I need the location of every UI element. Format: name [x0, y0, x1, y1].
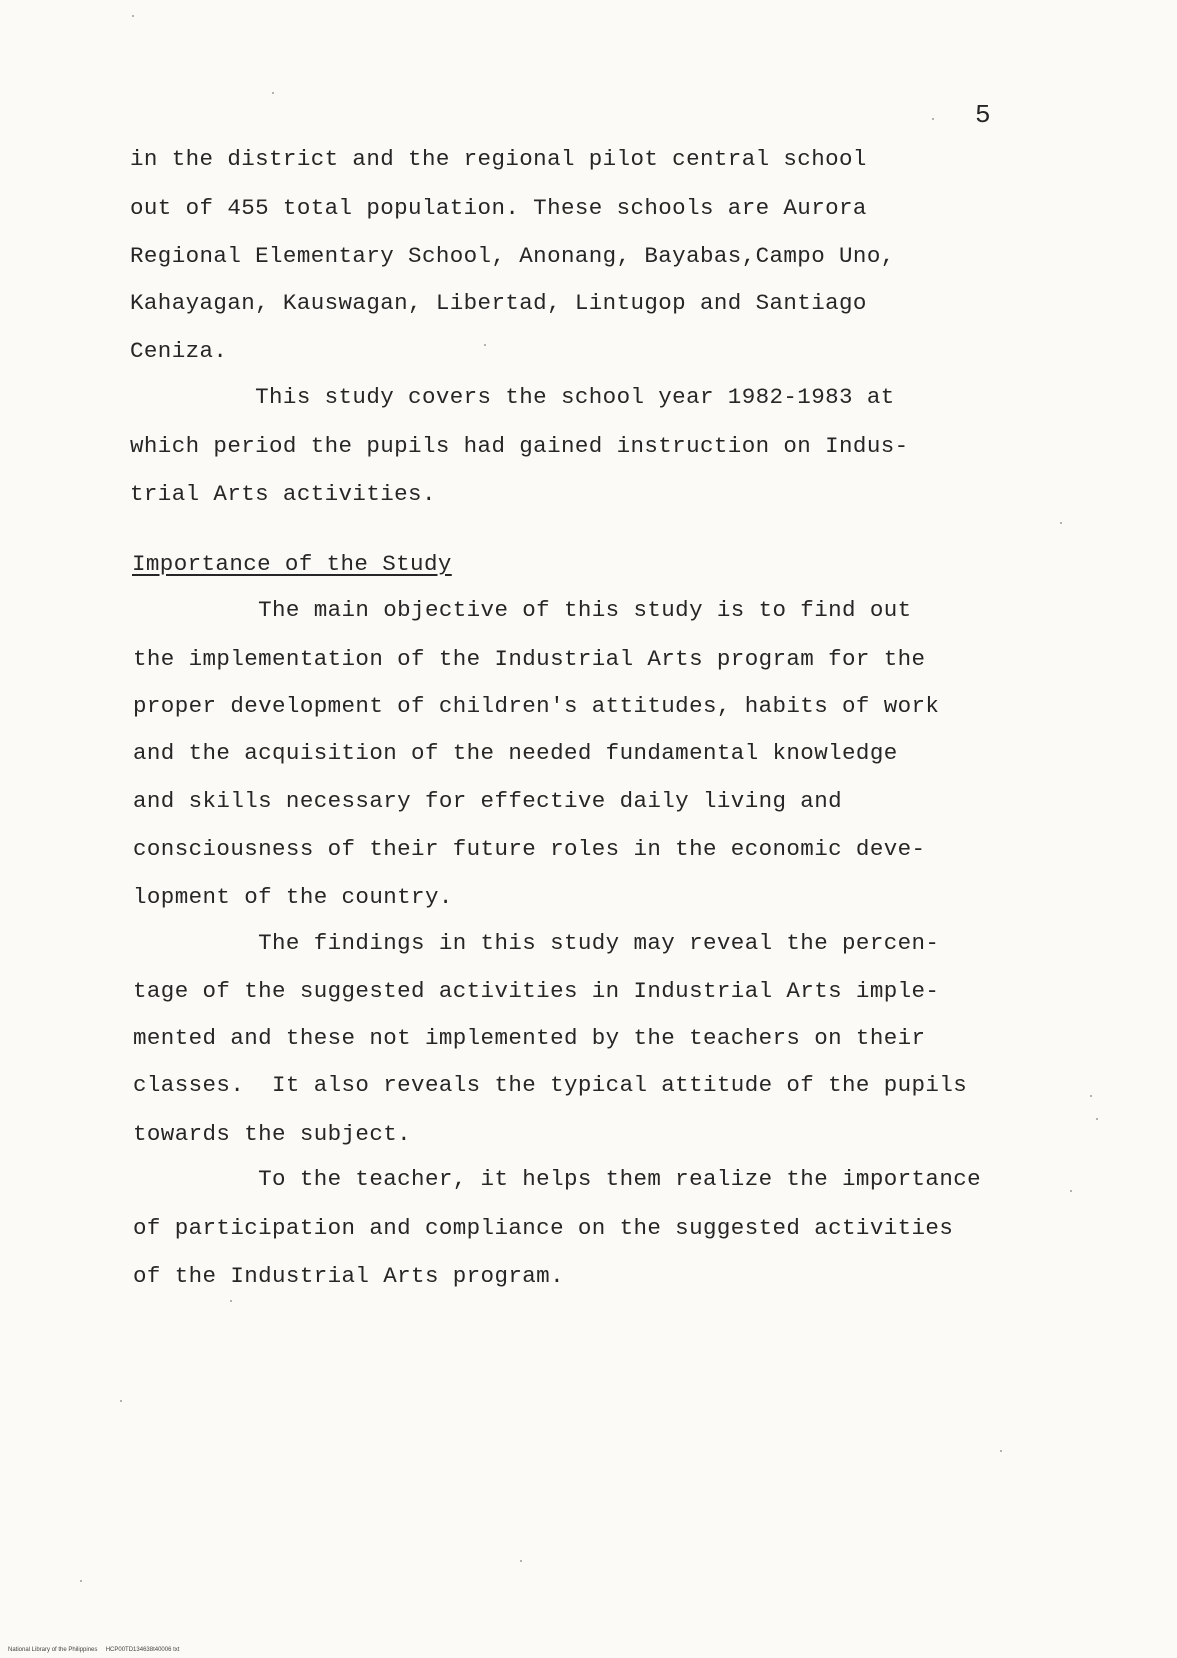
text-line: Kahayagan, Kauswagan, Libertad, Lintugop and Santiago — [130, 290, 867, 316]
text-line: and skills necessary for effective daily living and — [133, 788, 843, 814]
text-line: consciousness of their future roles in the economic deve- — [133, 836, 926, 862]
text-line: which period the pupils had gained instruction on Indus- — [130, 433, 909, 459]
text-line: The main objective of this study is to find out — [133, 597, 912, 623]
text-line: tage of the suggested activities in Industrial Arts imple- — [133, 978, 940, 1004]
text-line: Regional Elementary School, Anonang, Bayabas,Campo Uno, — [130, 243, 895, 269]
text-line: classes. It also reveals the typical attitude of the pupils — [133, 1072, 968, 1098]
text-line: the implementation of the Industrial Arts program for the — [133, 646, 926, 672]
text-line: To the teacher, it helps them realize the importance — [133, 1166, 982, 1192]
text-line: This study covers the school year 1982-1983 at — [130, 384, 895, 410]
scan-footer: National Library of the Philippines HCP00TD134638t40006 txt — [8, 1647, 180, 1653]
text-line: towards the subject. — [133, 1121, 412, 1147]
text-line: Ceniza. — [130, 338, 228, 364]
text-line: of the Industrial Arts program. — [133, 1263, 564, 1289]
text-line: in the district and the regional pilot central school — [130, 146, 867, 172]
section-heading: Importance of the Study — [132, 551, 452, 577]
text-line: lopment of the country. — [133, 884, 453, 910]
text-line: and the acquisition of the needed fundamental knowledge — [133, 740, 898, 766]
page-number: 5 — [975, 100, 991, 130]
text-line: The findings in this study may reveal the percen- — [133, 930, 940, 956]
text-line: mented and these not implemented by the teachers on their — [133, 1025, 926, 1051]
text-line: trial Arts activities. — [130, 481, 436, 507]
text-line: out of 455 total population. These schools are Aurora — [130, 195, 867, 221]
text-line: proper development of children's attitudes, habits of work — [133, 693, 940, 719]
text-line: of participation and compliance on the suggested activities — [133, 1215, 954, 1241]
